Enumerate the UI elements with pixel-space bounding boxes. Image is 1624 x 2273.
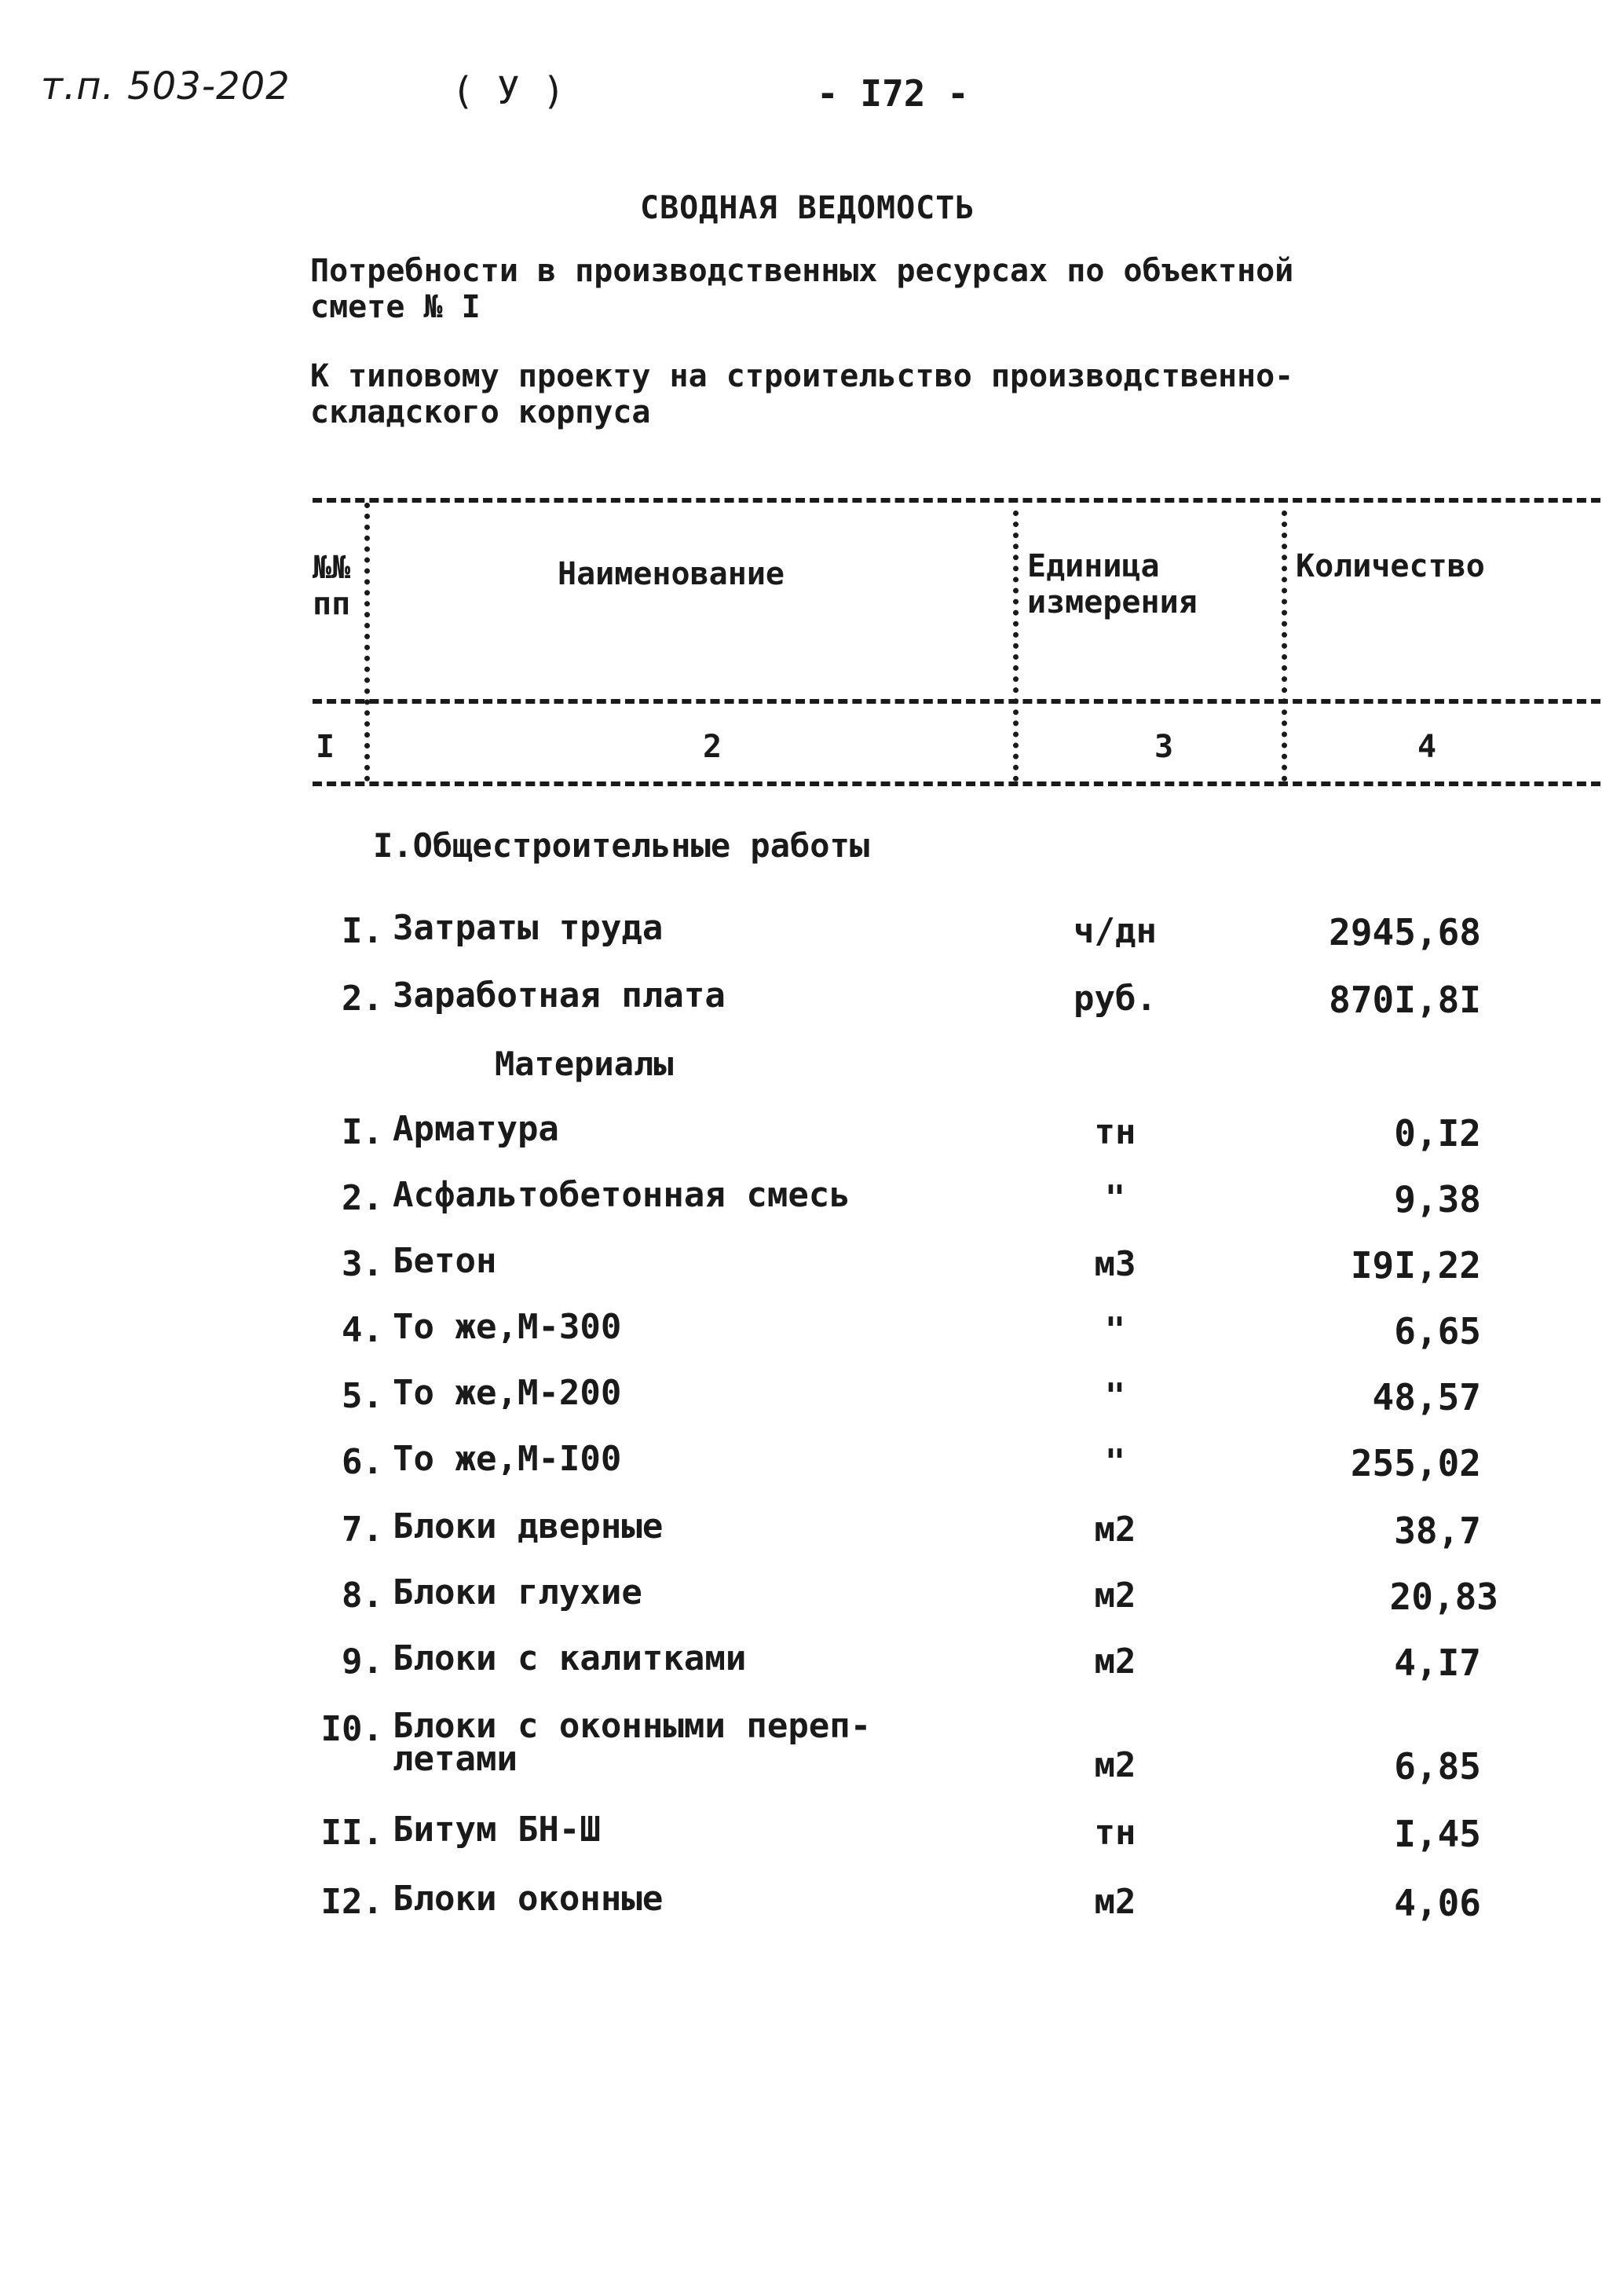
row-number: 3. <box>342 1244 383 1284</box>
column-number-2: 2 <box>703 729 722 765</box>
row-number: I. <box>342 1112 383 1152</box>
subtitle-line-2: смете № I <box>310 289 481 325</box>
row-quantity: 0,I2 <box>1394 1112 1481 1155</box>
subtitle-line-1: Потребности в производственных ресурсах по объектной <box>310 253 1294 289</box>
row-unit: м2 <box>1094 1642 1136 1682</box>
row-quantity: 4,06 <box>1394 1882 1481 1924</box>
table-top-rule <box>313 498 1600 503</box>
row-quantity: 38,7 <box>1394 1510 1481 1552</box>
row-quantity: 6,85 <box>1394 1745 1481 1788</box>
row-name: Блоки с оконными переп- <box>393 1706 872 1746</box>
row-unit: руб. <box>1074 979 1157 1019</box>
row-unit: м2 <box>1094 1510 1136 1550</box>
table-numbers-rule <box>313 781 1600 786</box>
column-number-1: I <box>316 729 335 765</box>
header-name: Наименование <box>558 556 785 592</box>
row-quantity: I,45 <box>1394 1813 1481 1855</box>
sheet-mark: ( У ) <box>452 69 565 113</box>
row-quantity: 9,38 <box>1394 1178 1481 1221</box>
row-unit: м3 <box>1094 1244 1136 1284</box>
header-unit-line-1: Единица <box>1027 548 1160 584</box>
section-title: I.Общестроительные работы <box>373 826 870 865</box>
row-number: 4. <box>342 1310 383 1350</box>
project-stamp: т.п. 503-202 <box>41 64 291 108</box>
row-unit: " <box>1104 1310 1126 1350</box>
row-number: 7. <box>342 1510 383 1550</box>
project-line-2: складского корпуса <box>310 394 651 430</box>
row-name: Блоки с калитками <box>393 1638 747 1678</box>
row-unit: " <box>1104 1376 1126 1416</box>
header-number-line-1: №№ <box>313 550 351 586</box>
page-number: - I72 - <box>817 72 969 115</box>
row-quantity: 2945,68 <box>1329 911 1481 953</box>
document-title: СВОДНАЯ ВЕДОМОСТЬ <box>640 190 975 226</box>
row-unit: тн <box>1094 1112 1136 1152</box>
row-name: Затраты труда <box>393 908 664 948</box>
project-line-1: К типовому проекту на строительство производственно- <box>310 358 1294 394</box>
column-divider-3 <box>1282 511 1287 781</box>
row-name: Бетон <box>393 1241 497 1281</box>
row-number: 2. <box>342 1178 383 1218</box>
row-unit: тн <box>1094 1813 1136 1853</box>
row-quantity: 870I,8I <box>1329 979 1481 1021</box>
row-name: Блоки оконные <box>393 1879 664 1919</box>
column-divider-2 <box>1013 511 1019 781</box>
row-number: 5. <box>342 1376 383 1416</box>
table-header-rule <box>313 699 1600 704</box>
row-number: 6. <box>342 1442 383 1482</box>
row-name: Заработная плата <box>393 975 726 1016</box>
row-unit: м2 <box>1094 1576 1136 1616</box>
row-quantity: I9I,22 <box>1350 1244 1481 1287</box>
row-name: Асфальтобетонная смесь <box>393 1175 850 1215</box>
row-quantity: 6,65 <box>1394 1310 1481 1352</box>
row-name: Блоки глухие <box>393 1572 642 1612</box>
row-name: То же,М-200 <box>393 1373 622 1413</box>
row-unit: м2 <box>1094 1882 1136 1922</box>
row-quantity: 4,I7 <box>1394 1642 1481 1684</box>
column-number-3: 3 <box>1154 729 1174 765</box>
column-divider-1 <box>364 503 370 781</box>
column-number-4: 4 <box>1417 729 1437 765</box>
row-unit: ч/дн <box>1074 911 1157 951</box>
row-name: То же,М-300 <box>393 1307 622 1347</box>
row-number: 9. <box>342 1642 383 1682</box>
row-number: 2. <box>342 979 383 1019</box>
row-name-continued: летами <box>393 1739 518 1779</box>
row-number: I0. <box>320 1709 383 1749</box>
row-quantity: 255,02 <box>1350 1442 1481 1484</box>
row-unit: " <box>1104 1442 1126 1482</box>
row-quantity: 20,83 <box>1389 1576 1498 1618</box>
row-name: Арматура <box>393 1109 559 1149</box>
row-unit: м2 <box>1094 1745 1136 1785</box>
row-number: 8. <box>342 1576 383 1616</box>
row-name: То же,М-I00 <box>393 1439 622 1479</box>
header-quantity: Количество <box>1296 548 1485 584</box>
header-number-line-2: пп <box>313 586 351 622</box>
row-unit: " <box>1104 1178 1126 1218</box>
row-name: Битум БН-Ш <box>393 1810 601 1850</box>
header-unit-line-2: измерения <box>1027 584 1198 620</box>
row-number: II. <box>320 1813 383 1853</box>
row-name: Блоки дверные <box>393 1506 664 1546</box>
row-number: I. <box>342 911 383 951</box>
materials-title: Материалы <box>495 1045 674 1083</box>
row-number: I2. <box>320 1882 383 1922</box>
row-quantity: 48,57 <box>1372 1376 1481 1418</box>
